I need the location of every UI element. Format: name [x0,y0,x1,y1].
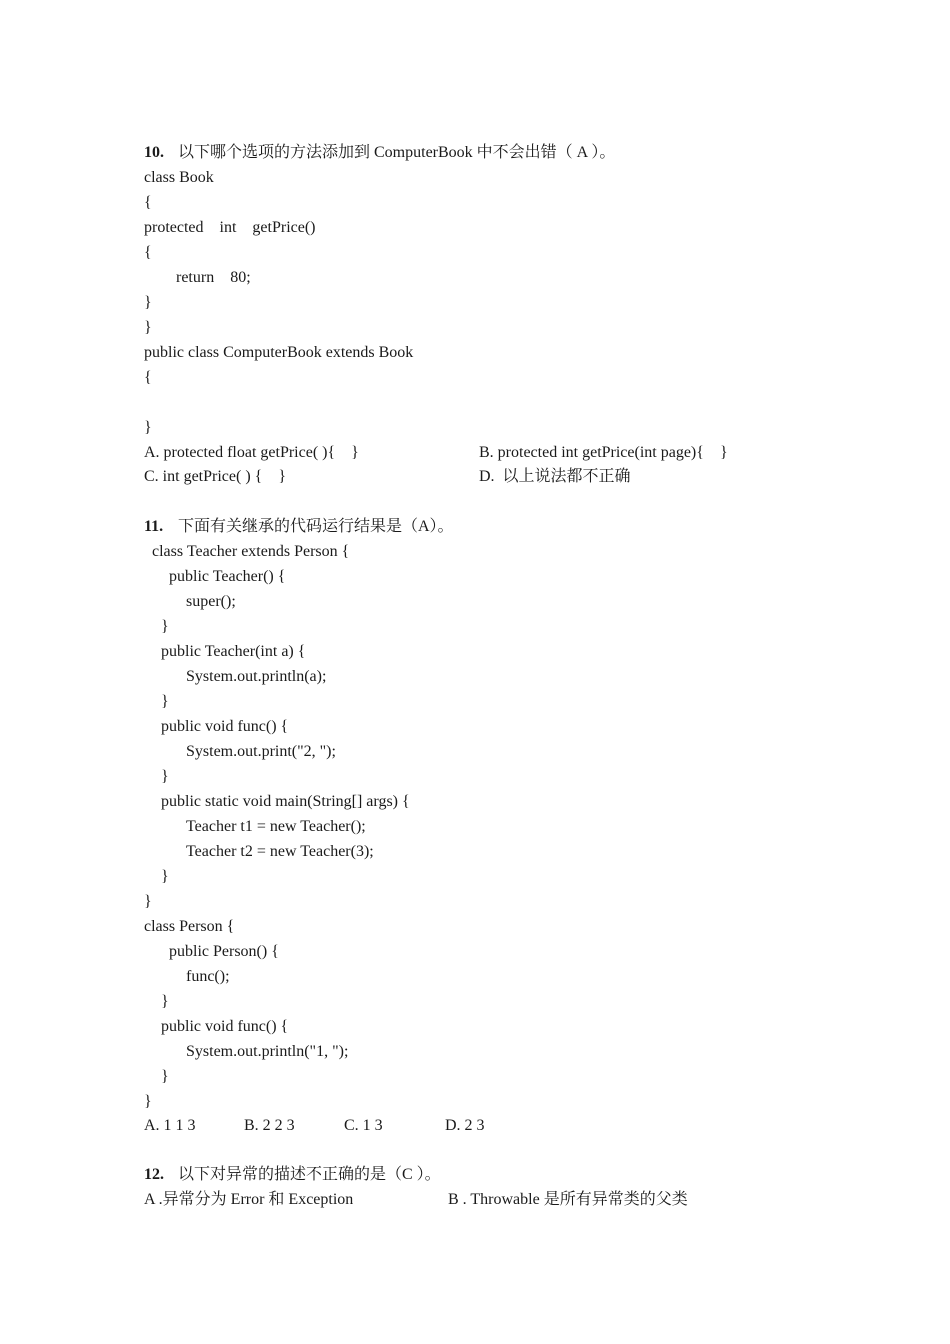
code-line: return 80; [144,269,251,286]
code-line: } [144,319,152,336]
code-line: Teacher t2 = new Teacher(3); [186,843,374,860]
q11-option-a: A. 1 1 3 [144,1117,196,1134]
code-line: protected int getPrice() [144,219,316,236]
code-line: public void func() { [161,718,289,735]
code-line: } [161,618,169,635]
q11-number: 11. [144,518,164,535]
q12-number: 12. [144,1166,164,1183]
code-line: class Book [144,169,214,186]
q10-option-b: B. protected int getPrice(int page){ } [479,444,728,461]
code-line: } [161,768,169,785]
code-line: public Teacher() { [169,568,286,585]
code-line: System.out.println("1, "); [186,1043,349,1060]
q12-stem: 以下对异常的描述不正确的是（C ）。 [178,1166,441,1183]
code-line: System.out.println(a); [186,668,327,685]
code-line: func(); [186,968,230,985]
code-line: public Person() { [169,943,279,960]
q10-option-a: A. protected float getPrice( ){ } [144,444,359,461]
code-line: { [144,194,152,211]
code-line: class Teacher extends Person { [152,543,350,560]
q11-stem: 下面有关继承的代码运行结果是（A）。 [178,518,454,535]
q12-option-a: A .异常分为 Error 和 Exception [144,1191,354,1208]
q10-stem: 以下哪个选项的方法添加到 ComputerBook 中不会出错（ A ）。 [178,144,616,161]
code-line: Teacher t1 = new Teacher(); [186,818,366,835]
q12-option-b: B . Throwable 是所有异常类的父类 [448,1191,688,1208]
q11-option-b: B. 2 2 3 [244,1117,295,1134]
code-line: public void func() { [161,1018,289,1035]
code-line: } [161,693,169,710]
code-line: public Teacher(int a) { [161,643,306,660]
code-line: super(); [186,593,236,610]
code-line: public class ComputerBook extends Book [144,344,414,361]
q11-option-d: D. 2 3 [445,1117,485,1134]
code-line: } [144,294,152,311]
code-line: class Person { [144,918,235,935]
code-line: { [144,244,152,261]
code-line: } [144,1093,152,1110]
code-line: } [144,419,152,436]
code-line: } [161,868,169,885]
code-line: public static void main(String[] args) { [161,793,410,810]
q10-option-d: D. 以上说法都不正确 [479,468,631,485]
q11-option-c: C. 1 3 [344,1117,383,1134]
code-line: } [144,893,152,910]
code-line: { [144,369,152,386]
code-line: System.out.print("2, "); [186,743,336,760]
q10-number: 10. [144,144,164,161]
code-line: } [161,1068,169,1085]
code-line: } [161,993,169,1010]
q10-option-c: C. int getPrice( ) { } [144,468,286,485]
